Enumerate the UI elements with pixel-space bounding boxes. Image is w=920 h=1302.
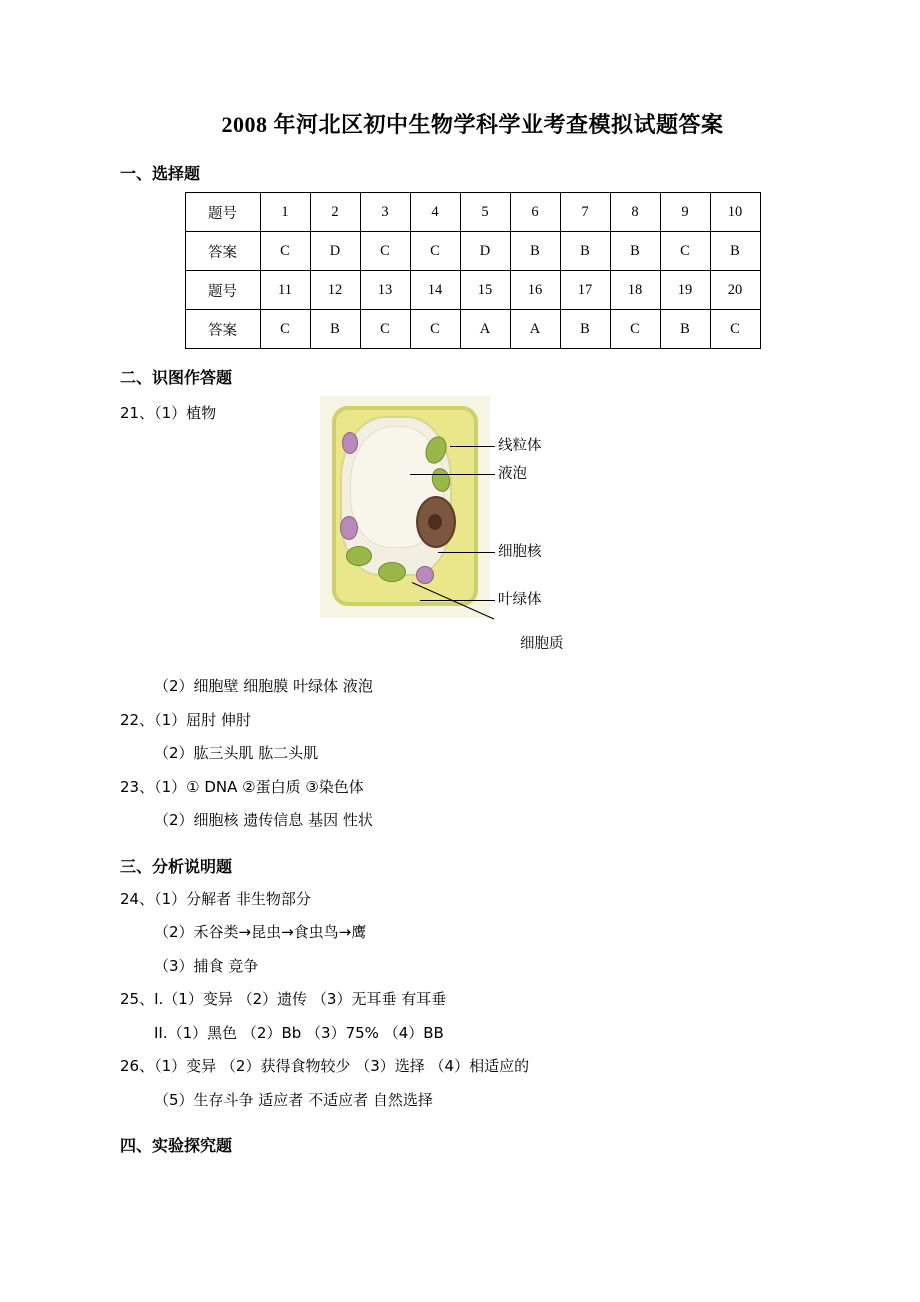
table-cell: 10 [710,193,760,232]
table-cell: B [710,232,760,271]
table-cell: 5 [460,193,510,232]
table-cell: C [260,232,310,271]
chloroplast-shape [346,546,372,566]
table-cell: B [560,232,610,271]
table-row [185,193,760,232]
answer-24-3: （3）捕食 竞争 [154,956,259,975]
table-cell: B [660,310,710,349]
table-cell: C [360,232,410,271]
table-cell: 7 [560,193,610,232]
table-cell: B [510,232,560,271]
nucleolus-shape [428,514,442,530]
answer-26-2: （5）生存斗争 适应者 不适应者 自然选择 [154,1090,433,1109]
row-header: 答案 [185,310,260,349]
table-cell: 11 [260,271,310,310]
answer-table-wrapper [120,192,825,349]
answer-24-1: 24、（1）分解者 非生物部分 [120,889,311,908]
mitochondrion-shape [416,566,434,584]
answer-23-2: （2）细胞核 遗传信息 基因 性状 [154,811,373,829]
mitochondrion-shape [342,432,358,454]
answer-23-1: 23、（1）① DNA ②蛋白质 ③染色体 [120,777,364,796]
callout-line-mitochondria [450,446,495,447]
mitochondrion-shape [340,516,358,540]
table-cell: 13 [360,271,410,310]
table-cell: C [360,310,410,349]
table-cell: 4 [410,193,460,232]
table-cell: D [310,232,360,271]
callout-cytoplasm: 细胞质 [520,636,564,652]
table-cell: 1 [260,193,310,232]
table-cell: 15 [460,271,510,310]
callout-chloroplast: 叶绿体 [498,592,542,608]
table-row [185,232,760,271]
table-cell: B [610,232,660,271]
answer-24-2: （2）禾谷类→昆虫→食虫鸟→鹰 [154,923,367,941]
callout-vacuole: 液泡 [498,466,527,482]
callout-line-vacuole [410,474,495,475]
answer-21-2: （2）细胞壁 细胞膜 叶绿体 液泡 [154,677,373,695]
table-cell: 16 [510,271,560,310]
table-cell: 17 [560,271,610,310]
plant-cell-illustration [320,396,490,618]
answer-25-2: II.（1）黑色 （2）Bb （3）75% （4）BB [154,1023,444,1042]
section-heading-analysis: 三、分析说明题 [120,856,233,876]
table-row [185,310,760,349]
table-cell: 2 [310,193,360,232]
answer-table [185,192,761,349]
callout-nucleus: 细胞核 [498,544,542,560]
table-cell: 14 [410,271,460,310]
section-heading-choice: 一、选择题 [120,164,201,183]
table-cell: 6 [510,193,560,232]
callout-mitochondria: 线粒体 [498,438,542,454]
figure-plant-cell [120,396,825,664]
table-cell: C [610,310,660,349]
chloroplast-shape [378,562,406,582]
question-21-label: 21、（1）植物 [120,404,217,422]
row-header: 题号 [185,193,260,232]
table-cell: 9 [660,193,710,232]
table-cell: C [410,310,460,349]
nucleus-shape [416,496,456,548]
table-cell: 3 [360,193,410,232]
row-header: 题号 [185,271,260,310]
table-cell: 18 [610,271,660,310]
answer-22-1: 22、（1）屈肘 伸肘 [120,710,251,729]
callout-line-nucleus [438,552,495,553]
answer-25-1: 25、I.（1）变异 （2）遗传 （3）无耳垂 有耳垂 [120,990,447,1008]
section-heading-experiment: 四、实验探究题 [120,1136,233,1155]
table-cell: 20 [710,271,760,310]
table-cell: B [560,310,610,349]
table-cell: C [660,232,710,271]
table-cell: C [260,310,310,349]
table-cell: 19 [660,271,710,310]
table-cell: A [510,310,560,349]
answer-22-2: （2）肱三头肌 肱二头肌 [154,744,319,762]
table-row [185,271,760,310]
table-cell: B [310,310,360,349]
table-cell: 8 [610,193,660,232]
table-cell: C [710,310,760,349]
table-cell: D [460,232,510,271]
table-cell: 12 [310,271,360,310]
callout-line-chloroplast [420,600,495,601]
answer-26-1: 26、（1）变异 （2）获得食物较少 （3）选择 （4）相适应的 [120,1057,530,1075]
table-cell: C [410,232,460,271]
section-heading-figure: 二、识图作答题 [120,368,233,387]
page-title: 2008 年河北区初中生物学科学业考查模拟试题答案 [221,112,724,137]
table-cell: A [460,310,510,349]
row-header: 答案 [185,232,260,271]
